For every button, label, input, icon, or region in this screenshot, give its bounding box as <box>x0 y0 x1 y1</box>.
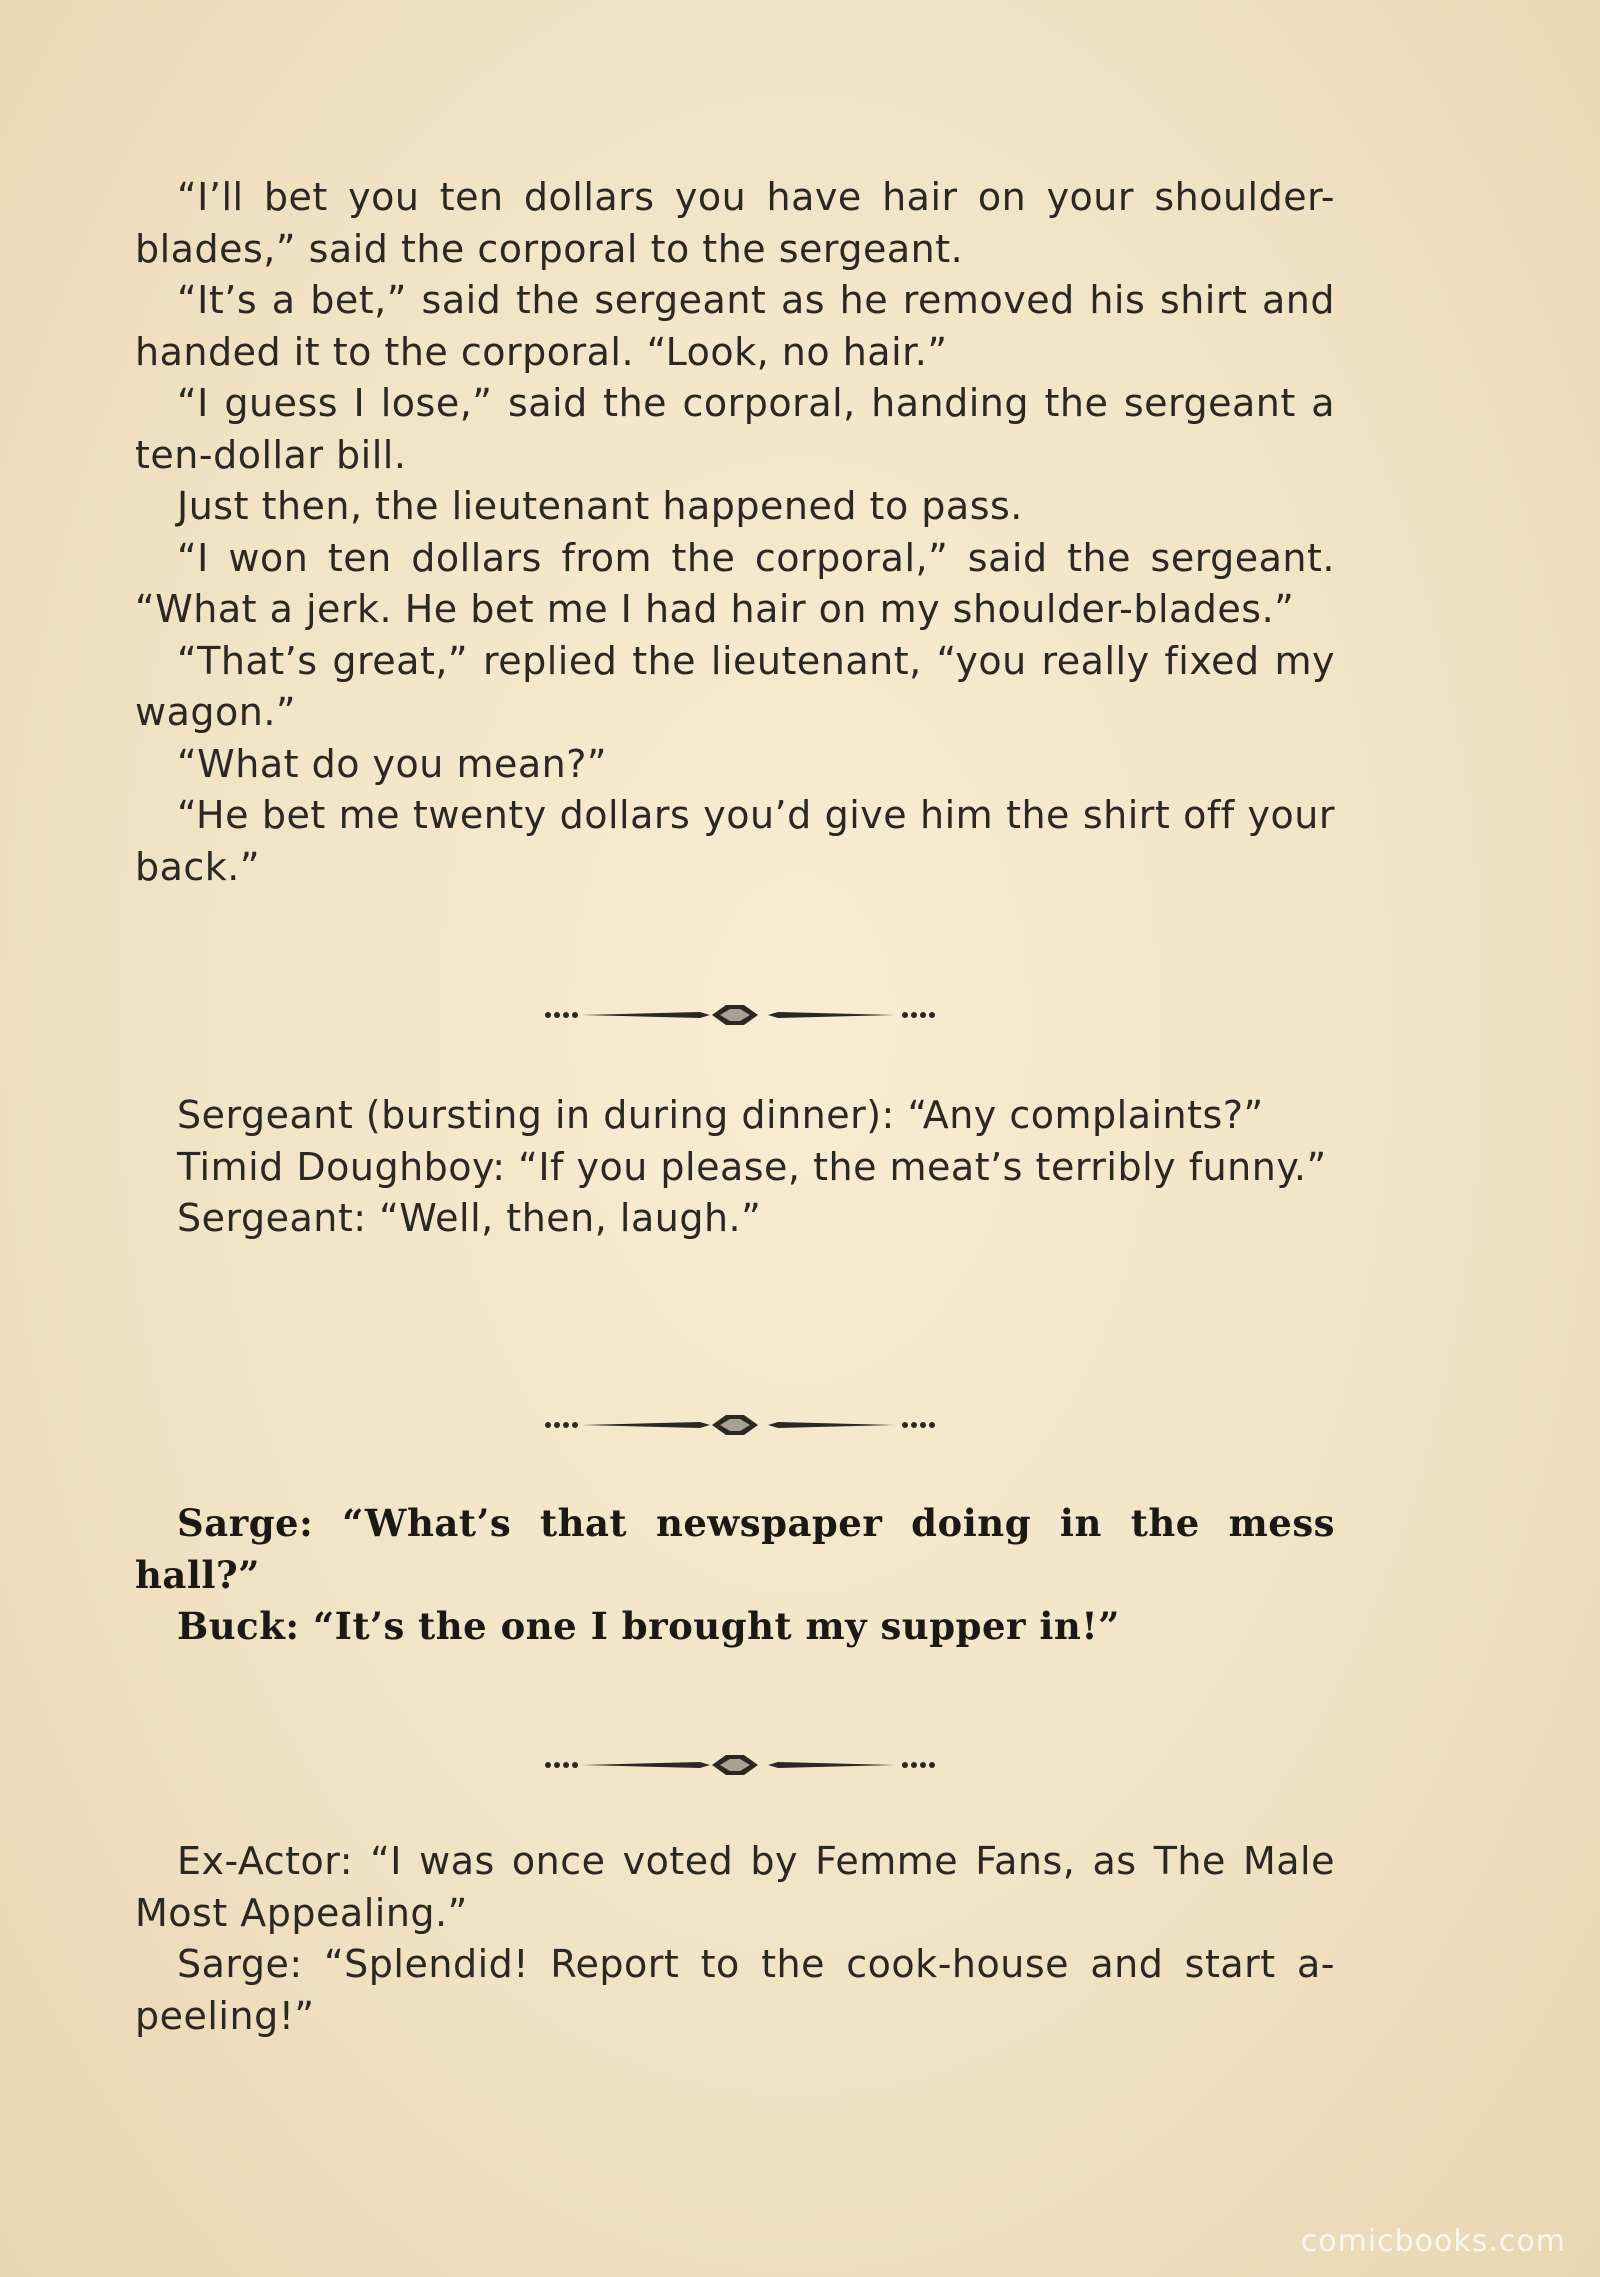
joke-one-paragraph: “What do you mean?” <box>177 741 608 786</box>
joke-four-paragraph: Ex-Actor: “I was once voted by Femme Fans, as The Male Most Appealing.” <box>135 1839 1335 1935</box>
joke-one <box>135 172 1335 893</box>
joke-three <box>135 1498 1335 1653</box>
joke-one-paragraph: “That’s great,” replied the lieutenant, “you really fixed my wagon.” <box>135 638 1335 734</box>
joke-one-paragraph: “I won ten dollars from the corporal,” said the sergeant. “What a jerk. He bet me I had hair on my shoulder-blades.” <box>135 535 1335 631</box>
joke-two-paragraph: Sergeant: “Well, then, laugh.” <box>177 1196 762 1240</box>
ornamental-divider-icon <box>540 1410 940 1440</box>
joke-one-paragraph: “He bet me twenty dollars you’d give him the shirt off your back.” <box>135 793 1335 889</box>
site-watermark: comicbooks.com <box>1300 2224 1566 2259</box>
ornamental-divider-icon <box>540 1000 940 1030</box>
joke-one-paragraph: “I guess I lose,” said the corporal, handing the sergeant a ten-dollar bill. <box>135 381 1335 477</box>
joke-three-paragraph: Sarge: “What’s that newspaper doing in the mess hall?” <box>135 1501 1335 1597</box>
joke-two-paragraph: Timid Doughboy: “If you please, the meat’s terribly funny.” <box>177 1144 1327 1189</box>
joke-two-paragraph: Sergeant (bursting in during dinner): “Any complaints?” <box>177 1093 1264 1137</box>
joke-one-paragraph: Just then, the lieutenant happened to pass. <box>177 484 1023 528</box>
joke-one-paragraph: “It’s a bet,” said the sergeant as he removed his shirt and handed it to the corporal. “Look, no hair.” <box>135 278 1335 374</box>
joke-two <box>135 1090 1335 1245</box>
ornamental-divider-icon <box>540 1750 940 1780</box>
joke-four <box>135 1836 1335 2042</box>
joke-four-paragraph: Sarge: “Splendid! Report to the cook-house and start a-peeling!” <box>135 1942 1335 2038</box>
joke-three-paragraph: Buck: “It’s the one I brought my supper in!” <box>177 1604 1120 1648</box>
joke-one-paragraph: “I’ll bet you ten dollars you have hair on your shoulder-blades,” said the corporal to the sergeant. <box>135 175 1335 271</box>
